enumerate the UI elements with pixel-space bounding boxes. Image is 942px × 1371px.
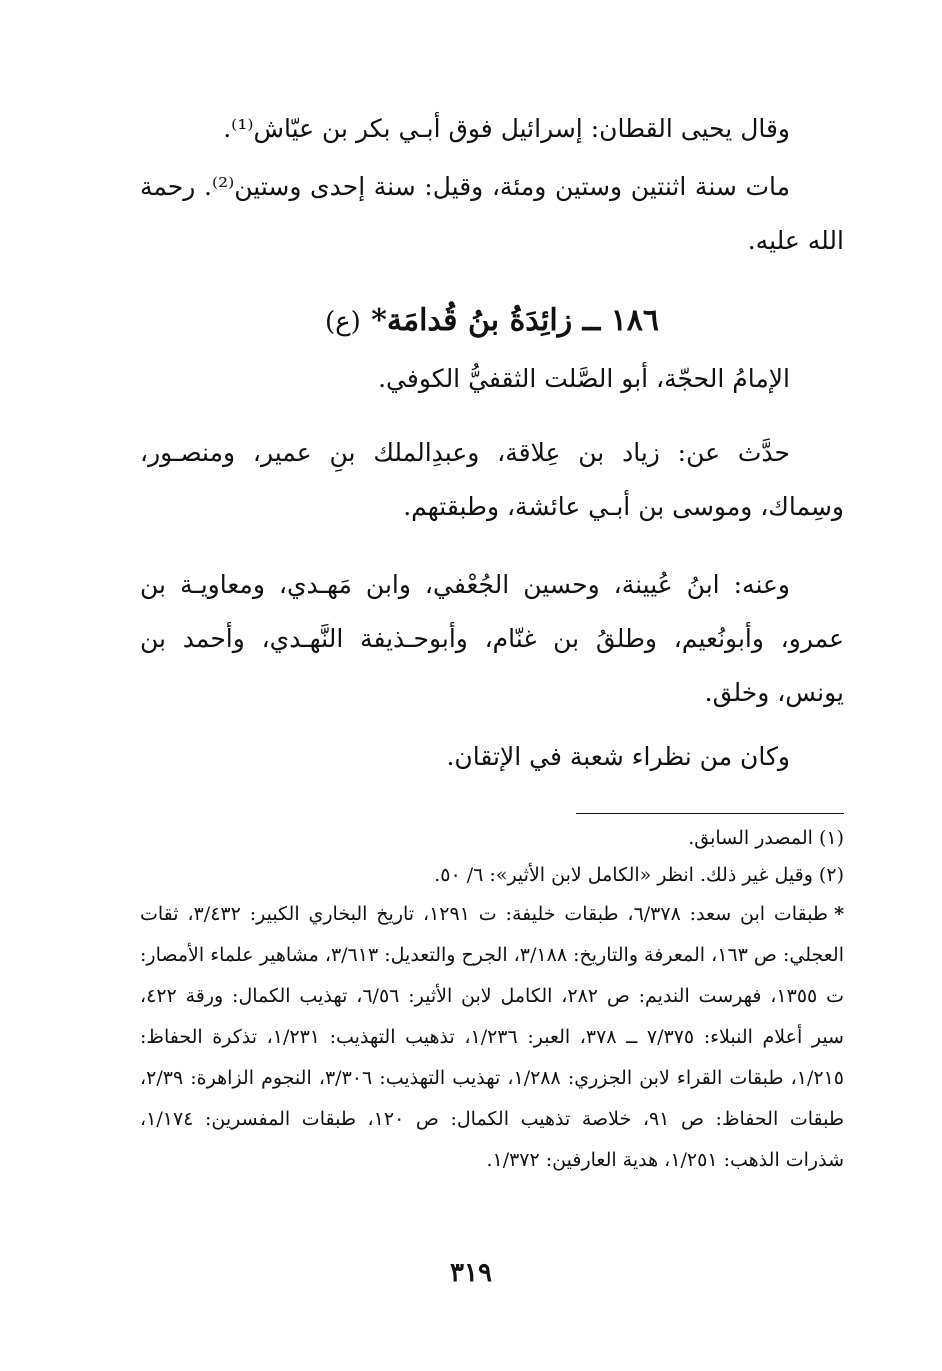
footnote-1: (١) المصدر السابق. bbox=[688, 827, 844, 849]
sources-marker: * bbox=[834, 903, 844, 925]
paragraph-peer-of-shuba: وكان من نظراء شعبة في الإتقان. bbox=[446, 742, 790, 771]
footnote-2: (٢) وقيل غير ذلك. انظر «الكامل لابن الأثير»: ٦/ ٥٠. bbox=[434, 864, 844, 886]
entry-code: (ع) bbox=[324, 307, 361, 337]
footnotes bbox=[140, 820, 844, 1181]
sources-text: طبقات ابن سعد: ٦/٣٧٨، طبقات خليفة: ت ١٢٩١، تاريخ البخاري الكبير: ٣/٤٣٢، ثقات العجلي: ص ١٦٣، المعرفة والتاريخ: ٣/١٨٨، الجرح والتعديل: ٣/٦١٣، مشاهير علماء الأمصار: ت ١٣٥٥، فهرست النديم: ص ٢٨٢، الكامل لابن الأثير: ٦/٥٦، تهذيب الكمال: ورقة ٤٢٢، سير أعلام النبلاء: ٧/٣٧٥ ــ ٣٧٨، العبر: ١/٢٣٦، تذهيب التهذيب: ١/٢٣١، تذكرة الحفاظ: ١/٢١٥، طبقات القراء لابن الجزري: ١/٢٨٨، تهذيب التهذيب: ٣/٣٠٦، النجوم الزاهرة: ٢/٣٩، طبقات الحفاظ: ص ٩١، خلاصة تذهيب الكمال: ص ١٢٠، طبقات المفسرين: ١/١٧٤، شذرات الذهب: ١/٢٥١، هدية العارفين: ١/٣٧٢. bbox=[140, 903, 845, 1171]
entry-body bbox=[140, 352, 844, 784]
entry-title: ١٨٦ ــ زائِدَةُ بنُ قُدامَة* bbox=[371, 303, 660, 338]
paragraph-narrators: وعنه: ابنُ عُيينة، وحسين الجُعْفي، وابن مَهـدي، ومعاويـة بن عمرو، وأبونُعيم، وطلقُ بن غنّام، وأبوحـذيفة النَّهـدي، وأحمد بن يونس، وخلق. bbox=[140, 570, 844, 707]
paragraph-narrated-from: حدَّث عن: زياد بن عِلاقة، وعبدِالملك بنِ عمير، ومنصـور، وسِماك، وموسى بن أبـي عائشة، وطبقتهم. bbox=[140, 438, 844, 521]
previous-entry-continuation bbox=[140, 102, 844, 268]
paragraph-description: الإمامُ الحجّة، أبو الصَّلت الثقفيُّ الكوفي. bbox=[378, 364, 790, 393]
page-number: ٣١٩ bbox=[450, 1258, 492, 1288]
footnote-sources bbox=[140, 894, 844, 1181]
entry-heading bbox=[140, 296, 844, 347]
footnote-separator bbox=[576, 813, 844, 814]
paragraph-death-date: مات سنة اثنتين وستين ومئة، وقيل: سنة إحدى وستين⁽²⁾. رحمة الله عليه. bbox=[140, 172, 844, 255]
paragraph-qattan-quote: وقال يحيى القطان: إسرائيل فوق أبـي بكر بن عيّاش⁽¹⁾. bbox=[223, 114, 790, 143]
